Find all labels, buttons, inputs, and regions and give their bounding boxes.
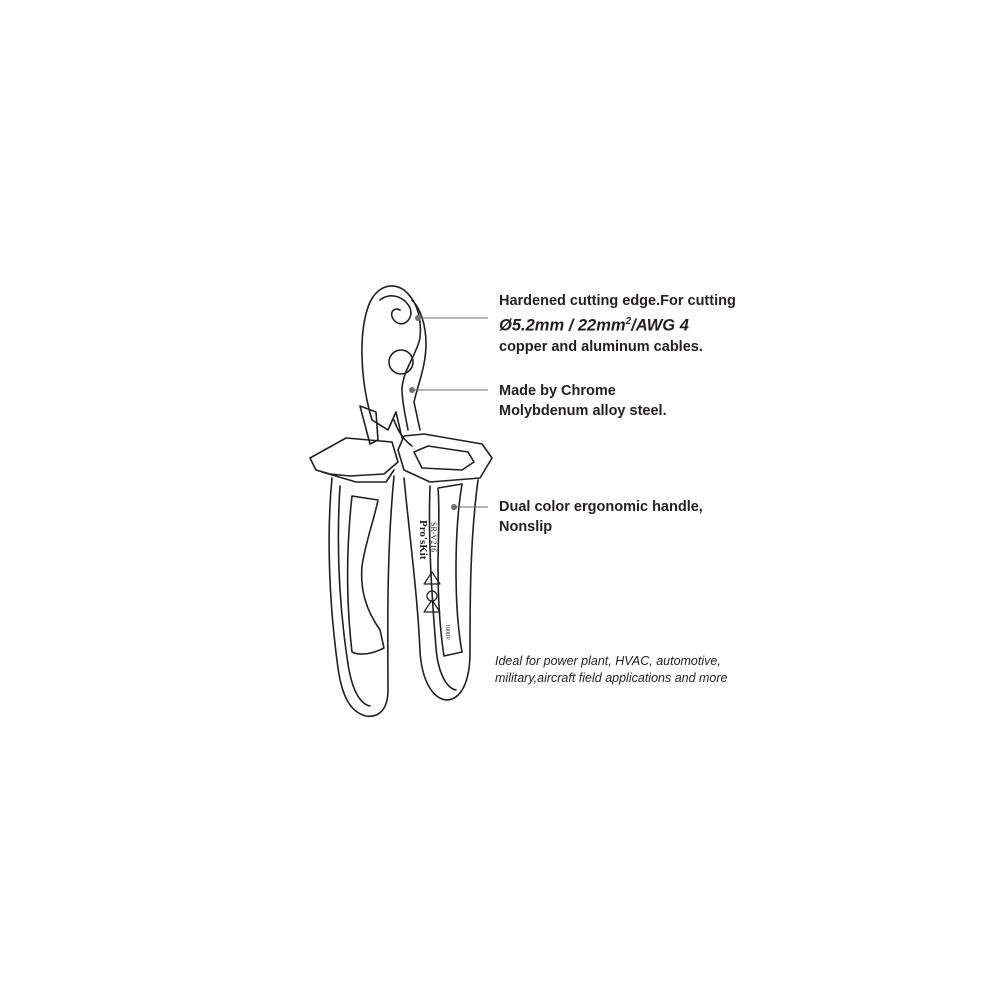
callout-handle (499, 497, 703, 537)
rating-mark: 1000V (444, 624, 450, 641)
callout-material-line2: Molybdenum alloy steel. (499, 403, 667, 419)
callout-material-line1: Made by Chrome (499, 383, 616, 399)
applications-line1: Ideal for power plant, HVAC, automotive, (495, 654, 721, 668)
cutting-capacity-spec (499, 311, 736, 337)
applications-line2: military,aircraft field applications and more (495, 671, 728, 685)
brand-mark: Pro'sKit (417, 520, 429, 560)
spec-diameter-area: Ø5.2mm / 22mm (499, 316, 626, 335)
callout-cutting-edge-line3: copper and aluminum cables. (499, 338, 703, 355)
applications-note (495, 653, 728, 687)
callout-cutting-edge-line1: Hardened cutting edge.For cutting (499, 293, 736, 309)
cutter-jaws (360, 286, 426, 446)
spec-awg: /AWG 4 (631, 316, 689, 335)
callout-handle-line1: Dual color ergonomic handle, (499, 499, 703, 515)
spec-superscript: 2 (625, 316, 632, 327)
model-mark: SR-V216 (429, 522, 438, 553)
callout-handle-line2: Nonslip (499, 519, 553, 535)
left-handle (310, 438, 398, 716)
callout-cutting-edge (499, 291, 736, 357)
right-handle (398, 434, 492, 700)
callout-material (499, 381, 667, 421)
